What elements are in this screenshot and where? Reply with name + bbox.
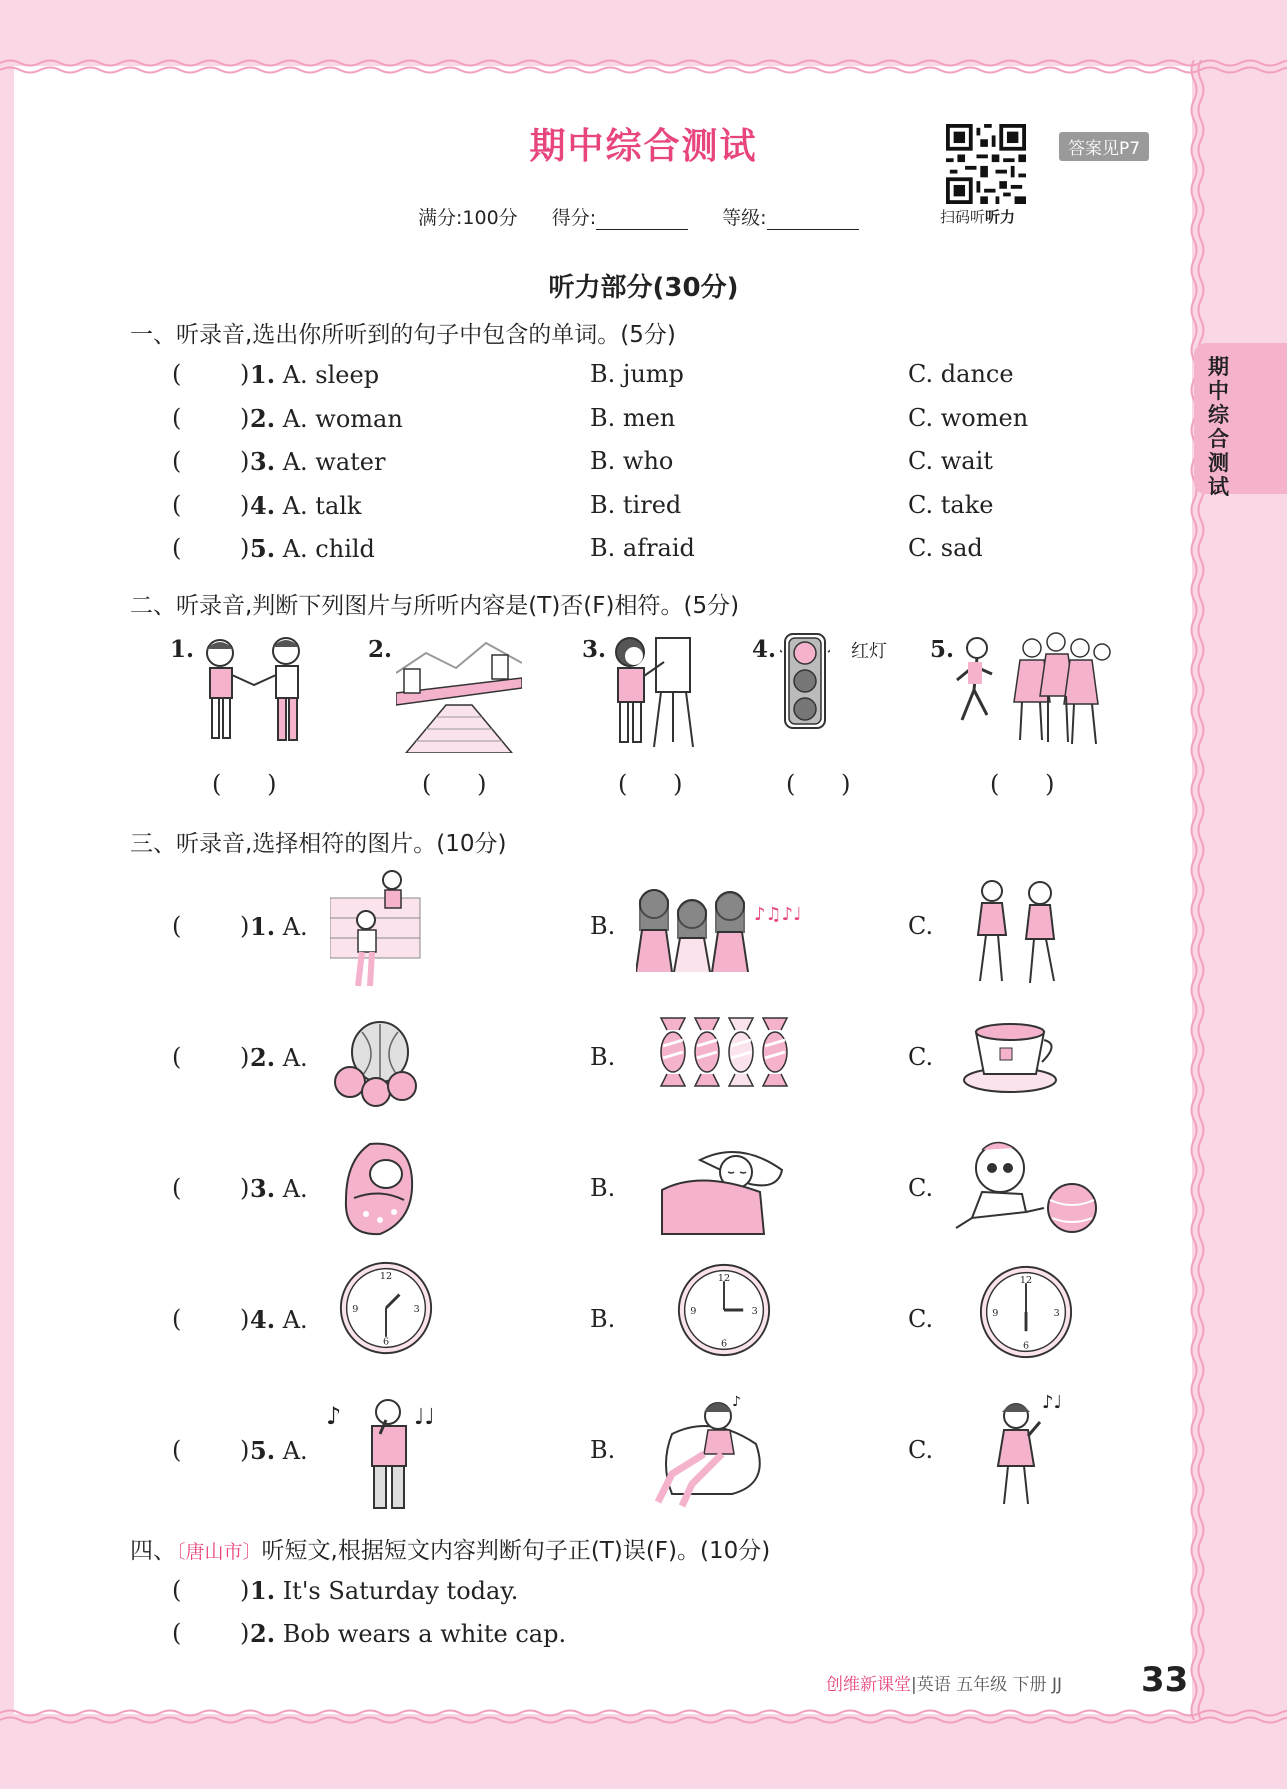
question-row bbox=[172, 912, 1052, 944]
full-score-label: 满分:100分 bbox=[418, 207, 518, 229]
question-row bbox=[172, 491, 1052, 523]
option-a: A. child bbox=[282, 535, 375, 563]
region-tag: 〔唐山市〕 bbox=[176, 1541, 262, 1563]
option-a: A. talk bbox=[282, 491, 362, 520]
option-a: A. water bbox=[282, 448, 386, 476]
answer-paren-open[interactable]: ( bbox=[172, 912, 182, 940]
option-a: A. bbox=[282, 1044, 308, 1072]
svg-text:12: 12 bbox=[717, 1273, 731, 1285]
option-c: C. take bbox=[908, 490, 994, 519]
question-number: 5. bbox=[250, 1436, 276, 1465]
score-label: 得分: bbox=[551, 207, 597, 229]
question-row bbox=[172, 447, 1052, 479]
page-number: 33 bbox=[1141, 1660, 1189, 1700]
question-row bbox=[172, 1174, 1052, 1206]
answer-paren-close: ) bbox=[240, 1043, 250, 1071]
man-singing-icon bbox=[326, 1394, 466, 1512]
answer-paren-close: ) bbox=[240, 1619, 250, 1647]
option-b: B. jump bbox=[590, 360, 684, 388]
wavy-border-right bbox=[1186, 60, 1208, 1720]
girls-singing-icon bbox=[636, 880, 811, 972]
option-b: B. bbox=[590, 1174, 616, 1202]
svg-text:♪♩: ♪♩ bbox=[1042, 1392, 1062, 1413]
answer-paren-close: ) bbox=[240, 1305, 250, 1333]
great-wall-icon bbox=[396, 633, 522, 753]
question-number: 1. bbox=[250, 1576, 276, 1605]
footer-brand: 创维新课堂 bbox=[826, 1675, 911, 1695]
question-row bbox=[172, 1043, 1052, 1075]
answer-paren-open[interactable]: ( bbox=[172, 1619, 182, 1647]
svg-text:3: 3 bbox=[413, 1303, 420, 1315]
question-number: 5. bbox=[250, 534, 276, 563]
svg-text:6: 6 bbox=[382, 1336, 390, 1348]
side-tab: 期中综合测试 bbox=[1194, 343, 1287, 494]
answer-paren-close: ) bbox=[240, 490, 250, 519]
option-c: C. bbox=[908, 912, 934, 940]
statement-text: Bob wears a white cap. bbox=[282, 1620, 567, 1648]
question-number: 2. bbox=[250, 1043, 276, 1072]
clock-icon bbox=[978, 1264, 1074, 1360]
sleeping-baby-icon bbox=[660, 1140, 786, 1236]
page-title: 期中综合测试 bbox=[529, 126, 758, 167]
option-b: B. men bbox=[590, 403, 676, 432]
traffic-light-label: 红灯 bbox=[851, 641, 887, 662]
option-a: A. bbox=[282, 1437, 308, 1465]
score-line bbox=[418, 203, 859, 230]
answer-paren-open[interactable]: ( bbox=[172, 490, 182, 519]
answer-paren-open[interactable]: ( bbox=[172, 534, 182, 562]
statement-row bbox=[172, 1576, 1052, 1608]
children-climbing-icon bbox=[330, 868, 425, 992]
baby-in-blanket-icon bbox=[340, 1140, 418, 1238]
svg-text:6: 6 bbox=[1022, 1340, 1030, 1352]
option-c: C. bbox=[908, 1436, 934, 1464]
clock-icon bbox=[338, 1260, 434, 1356]
section2-heading: 二、听录音,判断下列图片与所听内容是(T)否(F)相符。(5分) bbox=[130, 593, 740, 619]
part-title: 听力部分(30分) bbox=[548, 273, 739, 303]
candies-icon bbox=[655, 1016, 795, 1088]
question-number: 3. bbox=[250, 447, 276, 476]
option-b: B. bbox=[590, 1436, 616, 1464]
svg-text:♪♫♪♩: ♪♫♪♩ bbox=[754, 904, 802, 925]
qr-code-icon[interactable] bbox=[946, 124, 1026, 204]
answer-paren-open[interactable]: ( bbox=[172, 1305, 182, 1333]
option-b: B. bbox=[590, 1305, 616, 1333]
option-c: C. wait bbox=[908, 447, 993, 475]
answer-parentheses[interactable]: ( ) bbox=[990, 770, 1055, 798]
answer-reference-badge: 答案见P7 bbox=[1059, 132, 1149, 161]
question-row bbox=[172, 534, 1052, 566]
question-row bbox=[172, 360, 1052, 392]
wavy-border-bottom bbox=[0, 1705, 1287, 1727]
svg-text:9: 9 bbox=[992, 1307, 999, 1319]
answer-paren-close: ) bbox=[240, 447, 250, 475]
girl-singing-icon bbox=[976, 1386, 1072, 1510]
option-c: C. bbox=[908, 1305, 934, 1333]
score-blank[interactable] bbox=[596, 209, 688, 230]
option-b: B. tired bbox=[590, 490, 682, 519]
answer-paren-close: ) bbox=[240, 360, 250, 388]
answer-paren-open[interactable]: ( bbox=[172, 403, 182, 432]
question-number: 4. bbox=[250, 1305, 276, 1334]
picture-number: 2. bbox=[368, 636, 393, 663]
svg-text:♩♩: ♩♩ bbox=[414, 1405, 435, 1430]
svg-text:6: 6 bbox=[720, 1338, 728, 1350]
svg-text:3: 3 bbox=[751, 1305, 758, 1317]
statement-row bbox=[172, 1619, 1052, 1651]
answer-paren-close: ) bbox=[240, 1436, 250, 1464]
question-number: 1. bbox=[250, 912, 276, 941]
wavy-border-top bbox=[0, 55, 1287, 77]
children-dancing-icon bbox=[952, 630, 1112, 754]
answer-paren-open[interactable]: ( bbox=[172, 1174, 182, 1202]
option-a: A. woman bbox=[282, 404, 403, 433]
statement-text: It's Saturday today. bbox=[282, 1577, 519, 1605]
teacup-icon bbox=[962, 1018, 1062, 1096]
svg-text:♪: ♪ bbox=[326, 1402, 342, 1430]
footer-info: 创维新课堂|英语 五年级 下册 JJ bbox=[826, 1675, 1062, 1695]
question-number: 2. bbox=[250, 1619, 276, 1648]
answer-paren-close: ) bbox=[240, 1174, 250, 1202]
option-a: A. bbox=[282, 1175, 308, 1203]
question-number: 1. bbox=[250, 360, 276, 389]
option-a: A. sleep bbox=[282, 361, 380, 389]
svg-text:12: 12 bbox=[1019, 1275, 1033, 1287]
option-c: C. sad bbox=[908, 534, 983, 562]
answer-parentheses[interactable]: ( ) bbox=[618, 770, 683, 798]
section1-heading: 一、听录音,选出你所听到的句子中包含的单词。(5分) bbox=[130, 322, 676, 348]
picture-number: 5. bbox=[930, 636, 955, 663]
option-b: B. who bbox=[590, 447, 674, 475]
answer-paren-open[interactable]: ( bbox=[172, 1576, 182, 1604]
answer-paren-open[interactable]: ( bbox=[172, 360, 182, 388]
option-c: C. women bbox=[908, 403, 1029, 432]
answer-paren-open[interactable]: ( bbox=[172, 1043, 182, 1071]
option-a: A. bbox=[282, 913, 308, 941]
answer-paren-close: ) bbox=[240, 534, 250, 562]
answer-paren-close: ) bbox=[240, 1576, 250, 1604]
traffic-light-icon bbox=[780, 632, 830, 732]
two-girls-dancing-icon bbox=[972, 877, 1062, 989]
grade-label: 等级: bbox=[722, 207, 767, 229]
answer-paren-close: ) bbox=[240, 403, 250, 432]
girl-listening-music-icon bbox=[652, 1394, 772, 1508]
picture-number: 4. bbox=[752, 636, 777, 663]
answer-parentheses[interactable]: ( ) bbox=[786, 770, 851, 798]
picture-number: 1. bbox=[170, 636, 195, 663]
option-c: C. dance bbox=[908, 360, 1014, 388]
fruit-basket-icon bbox=[332, 1014, 424, 1108]
question-number: 3. bbox=[250, 1174, 276, 1203]
section3-heading: 三、听录音,选择相符的图片。(10分) bbox=[130, 831, 507, 857]
svg-text:12: 12 bbox=[379, 1271, 393, 1283]
svg-text:♪: ♪ bbox=[732, 1394, 741, 1410]
option-a: A. bbox=[282, 1306, 308, 1334]
baby-with-ball-icon bbox=[952, 1138, 1098, 1238]
option-b: B. bbox=[590, 1043, 616, 1071]
svg-text:9: 9 bbox=[690, 1305, 697, 1317]
option-c: C. bbox=[908, 1043, 934, 1071]
picture-number: 3. bbox=[582, 636, 607, 663]
option-c: C. bbox=[908, 1174, 934, 1202]
question-row bbox=[172, 1305, 1052, 1337]
svg-text:3: 3 bbox=[1053, 1307, 1060, 1319]
answer-paren-open[interactable]: ( bbox=[172, 1436, 182, 1464]
qr-caption: 扫码听听力 bbox=[940, 208, 1016, 226]
option-b: B. bbox=[590, 912, 616, 940]
boy-painting-icon bbox=[606, 632, 696, 750]
option-b: B. afraid bbox=[590, 534, 695, 562]
clock-icon bbox=[676, 1262, 772, 1358]
svg-text:9: 9 bbox=[352, 1303, 359, 1315]
answer-parentheses[interactable]: ( ) bbox=[212, 770, 277, 798]
question-number: 4. bbox=[250, 490, 276, 520]
question-row bbox=[172, 1436, 1052, 1468]
question-number: 2. bbox=[250, 403, 276, 433]
answer-paren-close: ) bbox=[240, 912, 250, 940]
answer-paren-open[interactable]: ( bbox=[172, 447, 182, 475]
grade-blank[interactable] bbox=[767, 209, 859, 230]
two-children-shaking-hands-icon bbox=[192, 633, 320, 755]
question-row bbox=[172, 404, 1052, 436]
answer-parentheses[interactable]: ( ) bbox=[422, 770, 487, 798]
section4-heading: 四、〔唐山市〕听短文,根据短文内容判断句子正(T)误(F)。(10分) bbox=[130, 1538, 771, 1564]
